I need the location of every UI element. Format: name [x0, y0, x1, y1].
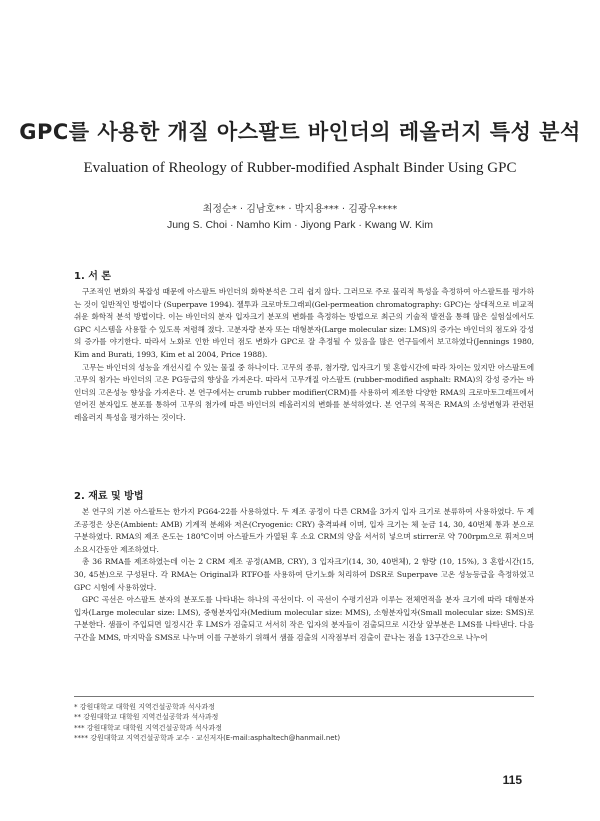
footnote: *** 강원대학교 대학원 지역건설공학과 석사과정	[74, 723, 222, 732]
page-number: 115	[502, 773, 522, 787]
paper-title: GPC를 사용한 개질 아스팔트 바인더의 레올러지 특성 분석	[19, 120, 581, 144]
footnote: * 강원대학교 대학원 지역건설공학과 석사과정	[74, 703, 215, 711]
footnote-divider	[74, 696, 534, 697]
paragraph: 구조적인 변화의 복잡성 때문에 아스팔트 바인더의 화학분석은 그리 쉽지 않다. 그러므로 주로 물리적 특성을 측정하여 아스팔트를 평가하는 것이 일반적인 방법이다 (Superpave 1994). 젤투과 크로마토그래피(Gel-permeation chromatography: GPC)는 상대적으로 비교적 쉬운 화학적 분석 방법이다. 이는 바인더의 분자 입자크기 분포의 변화를 측정하는 방법으로 최근의 기술적 발전을 통해 많은 실험실에서도 GPC 시스템을 사용할 수 있도록 저렴해 졌다. 고분자량 분자 또는 대형분자(Large molecular size: LMS)의 증가는 바인더의 점도와 강성의 증가를 야기한다. 따라서 노화로 인한 바인더 점도 변화가 GPC로 잘 추정될 수 있음을 많은 연구들에서 보고하였다(Jennings 1980, Kim and Burati, 1993, Kim et al 2004, Price 1988).	[74, 287, 534, 359]
paragraph: 고무는 바인더의 성능을 개선시킬 수 있는 물질 중 하나이다. 고무의 종류, 첨가량, 입자크기 및 혼합시간에 따라 차이는 있지만 아스팔트에 고무의 첨가는 바인더의 고온 PG등급의 향상을 가져온다. 따라서 고무개질 아스팔트 (rubber-modified asphalt: RMA)의 강성 증가는 바인더의 고온성능 향상을 가져온다. 본 연구에서는 crumb rubber modifier(CRM)를 사용하여 제조한 다양한 RMA의 크로마토그래프에서 얻어진 분자입도 분포를 통하여 고무의 첨가에 따른 바인더의 레올러지의 변화를 분석하였다. 본 연구의 목적은 RMA의 소성변형과 관련된 레올러지 특성을 평가하는 것이다.	[74, 362, 534, 422]
paragraph: 총 36 RMA를 제조하였는데 이는 2 CRM 제조 공정(AMB, CRY), 3 입자크기(14, 30, 40번체), 2 함량 (10, 15%), 3 혼합시간(15, 30, 45분)으로 구성된다. 각 RMA는 Original과 RTFO를 사용하여 단기노화 처리하여 DSR로 Superpave 고온 성능등급을 측정하였고 GPC 시험에 사용하였다.	[74, 557, 534, 592]
paragraph: 본 연구의 기본 아스팔트는 한가지 PG64-22를 사용하였다. 두 제조 공정이 다른 CRM을 3가지 입자 크기로 분류하여 사용하였다. 두 제조공정은 상온(Ambient: AMB) 기계적 분쇄와 저온(Cryogenic: CRY) 충격파쇄 이며, 입자 크기는 체 눈금 14, 30, 40번체 통과 분으로 구분하였다. RMA의 제조 온도는 180℃이며 아스팔트가 가열된 후 소요 CRM의 양을 서서히 넣으며 stirrer로 약 700rpm으로 휘저으며 소요시간동안 제조하였다.	[74, 507, 534, 554]
authors-korean: 최정순* · 김남호** · 박지용*** · 김광우****	[202, 204, 398, 215]
authors-english: Jung S. Choi · Namho Kim · Jiyong Park · Kwang W. Kim	[166, 219, 434, 231]
section-heading: 1. 서 론	[74, 271, 112, 282]
section-materials-methods	[74, 487, 534, 645]
section-introduction	[74, 267, 534, 425]
footnote: **** 강원대학교 지역건설공학과 교수 · 교신저자(E-mail:asphaltech@hanmail.net)	[74, 734, 341, 743]
footnotes	[74, 702, 534, 744]
section-heading: 2. 재료 및 방법	[74, 491, 144, 502]
paragraph: GPC 곡선은 아스팔트 분자의 분포도를 나타내는 하나의 곡선이다. 이 곡선이 수평기선과 이루는 전체면적을 분자 크기에 따라 대형분자 입자(Large molecular size: LMS), 중형분자입자(Medium molecular size: MMS), 소형분자입자(Small molecular size: SMS)로 구분한다. 샘플이 주입되면 일정시간 후 LMS가 검출되고 서서히 작은 입자의 분자들이 검출되므로 시간상 앞부분은 LMS를 나타낸다. 다음 구간을 MMS, 마지막을 SMS로 나누며 이를 구분하기 위해서 샘플 검출의 시작점부터 검출이 끝나는 점을 13구간으로 나누어	[74, 595, 534, 642]
paper-subtitle: Evaluation of Rheology of Rubber-modified Asphalt Binder Using GPC	[83, 160, 517, 176]
footnote: ** 강원대학교 대학원 지역건설공학과 석사과정	[74, 713, 219, 722]
